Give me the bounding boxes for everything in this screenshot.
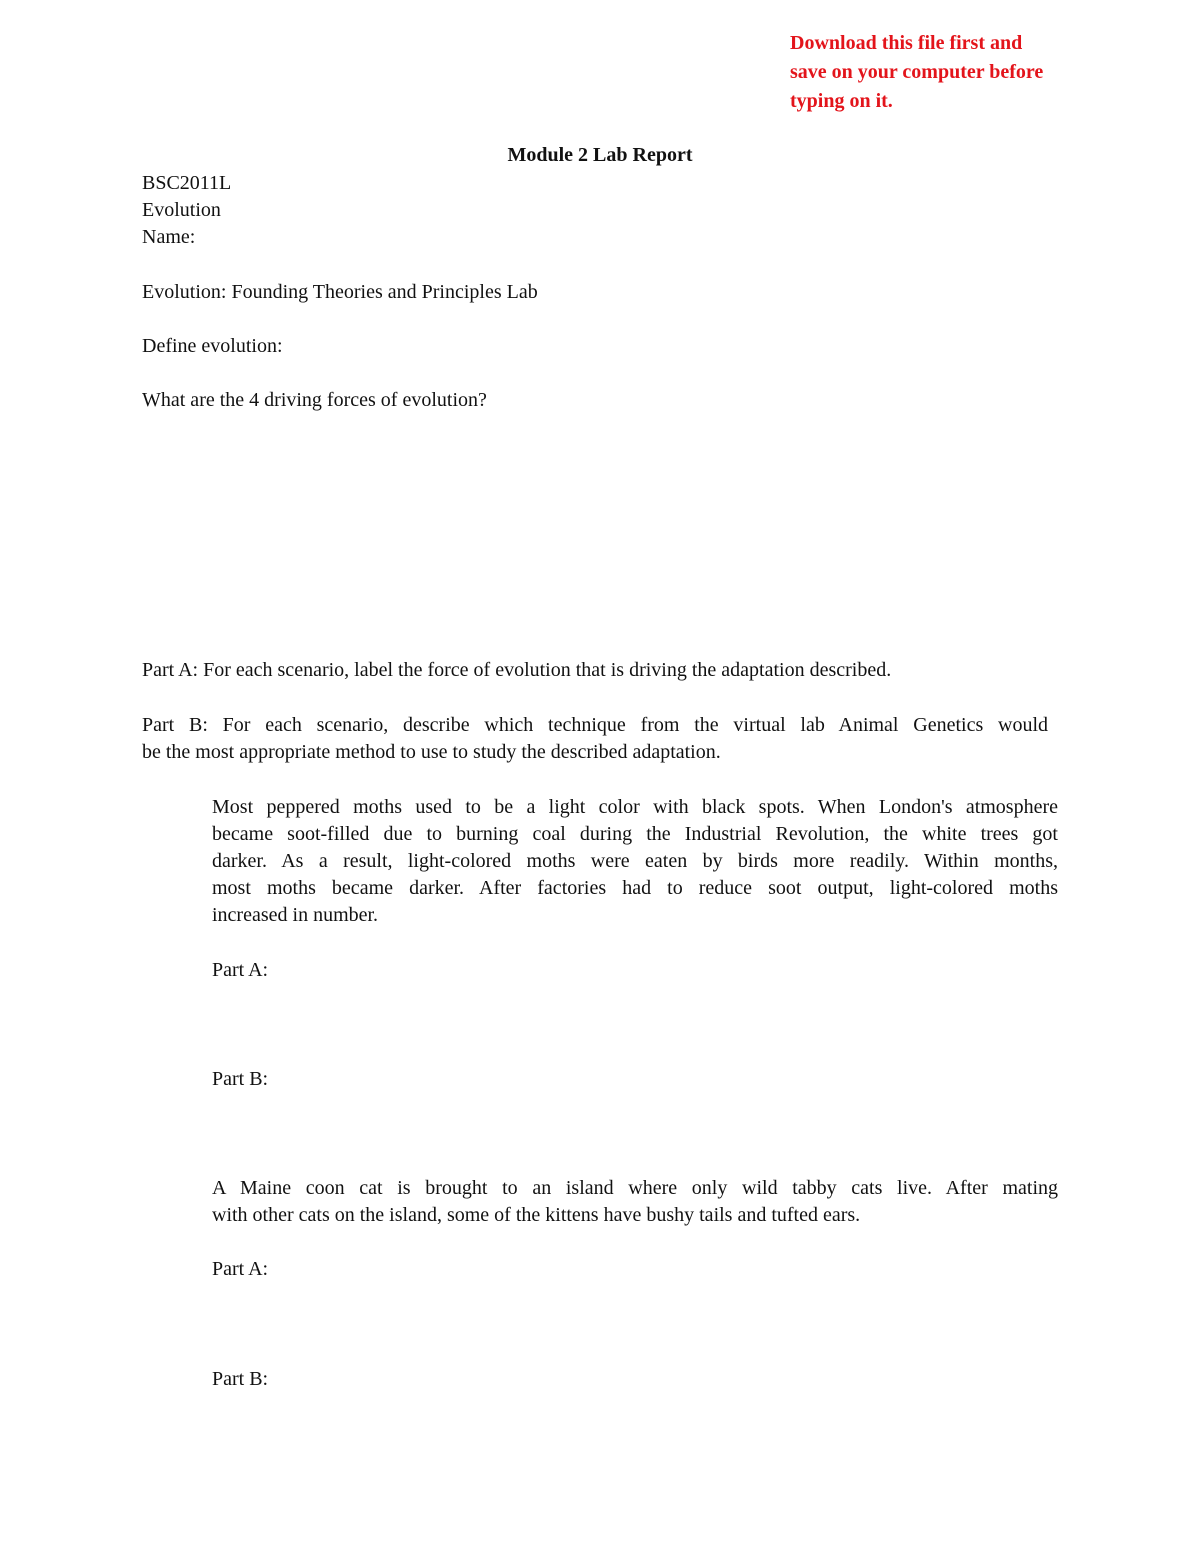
notice-line: save on your computer before	[790, 61, 1044, 83]
scenario-line: increased in number.	[212, 904, 379, 926]
scenario-line: A Maine coon cat is brought to an island where only wild tabby cats live. After mating	[212, 1177, 1058, 1199]
scenario-1-part-b: Part B:	[212, 1068, 269, 1090]
scenario-2-text	[212, 1175, 1058, 1229]
instruction-part-a: Part A: For each scenario, label the force of evolution that is driving the adaptation described.	[142, 659, 892, 681]
lab-title: Evolution: Founding Theories and Principles Lab	[142, 281, 538, 303]
instruction-part-b	[142, 712, 1048, 766]
course-topic: Evolution	[142, 199, 221, 221]
notice-line: Download this file first and	[790, 32, 1023, 54]
course-code: BSC2011L	[142, 172, 232, 194]
instruction-line: be the most appropriate method to use to study the described adaptation.	[142, 741, 721, 763]
instruction-line: Part B: For each scenario, describe which technique from the virtual lab Animal Genetics would	[142, 714, 1048, 736]
scenario-2-part-a: Part A:	[212, 1258, 269, 1280]
scenario-line: darker. As a result, light-colored moths were eaten by birds more readily. Within months,	[212, 850, 1058, 872]
question-define-evolution: Define evolution:	[142, 335, 283, 357]
download-notice	[790, 29, 1110, 116]
notice-line: typing on it.	[790, 90, 893, 112]
scenario-line: most moths became darker. After factories had to reduce soot output, light-colored moths	[212, 877, 1058, 899]
scenario-line: with other cats on the island, some of the kittens have bushy tails and tufted ears.	[212, 1204, 861, 1226]
scenario-line: became soot-filled due to burning coal during the Industrial Revolution, the white trees got	[212, 823, 1058, 845]
scenario-1-text	[212, 794, 1058, 929]
scenario-2-part-b: Part B:	[212, 1368, 269, 1390]
scenario-line: Most peppered moths used to be a light color with black spots. When London's atmosphere	[212, 796, 1058, 818]
document-title: Module 2 Lab Report	[507, 144, 693, 166]
name-label: Name:	[142, 226, 196, 248]
question-driving-forces: What are the 4 driving forces of evolution?	[142, 389, 487, 411]
scenario-1-part-a: Part A:	[212, 959, 269, 981]
